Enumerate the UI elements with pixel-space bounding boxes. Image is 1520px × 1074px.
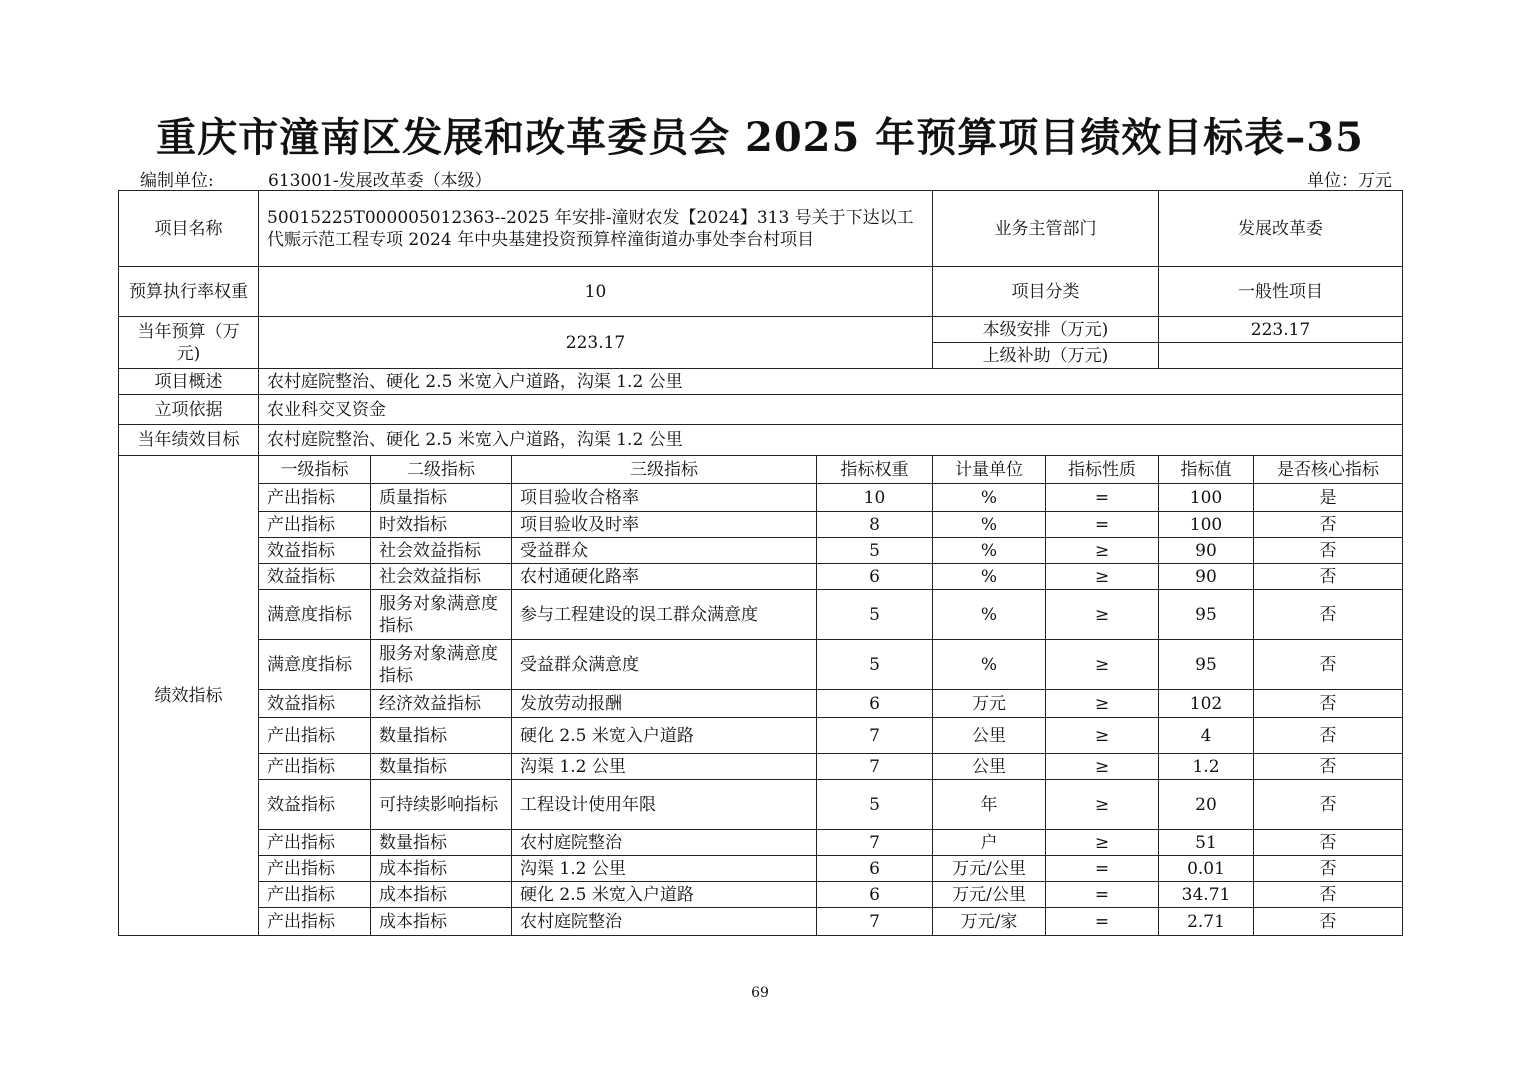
cell-level2: 成本指标: [371, 908, 512, 936]
cell-level2: 可持续影响指标: [371, 780, 512, 830]
cell-level3: 项目验收及时率: [512, 512, 817, 538]
cell-level3: 硬化 2.5 米宽入户道路: [512, 718, 817, 754]
cell-core: 否: [1254, 590, 1403, 640]
cell-level3: 发放劳动报酬: [512, 690, 817, 718]
cell-level2: 服务对象满意度指标: [371, 640, 512, 690]
cell-value: 0.01: [1159, 856, 1254, 882]
cell-nature: ≥: [1046, 830, 1159, 856]
cell-unit: %: [933, 538, 1046, 564]
cell-weight: 7: [817, 718, 933, 754]
cell-unit: 万元/家: [933, 908, 1046, 936]
overview-label: 项目概述: [119, 369, 259, 395]
cell-value: 102: [1159, 690, 1254, 718]
table-row: [119, 830, 1403, 856]
cell-unit: 万元/公里: [933, 856, 1046, 882]
cell-level3: 沟渠 1.2 公里: [512, 856, 817, 882]
cell-level2: 经济效益指标: [371, 690, 512, 718]
cell-core: 否: [1254, 908, 1403, 936]
cell-level1: 产出指标: [259, 484, 371, 512]
cell-level1: 产出指标: [259, 718, 371, 754]
basis-label: 立项依据: [119, 395, 259, 425]
indicators-section-label: 绩效指标: [119, 456, 259, 936]
cell-core: 否: [1254, 640, 1403, 690]
cell-level2: 质量指标: [371, 484, 512, 512]
cell-weight: 7: [817, 908, 933, 936]
cell-unit: 户: [933, 830, 1046, 856]
cell-level3: 农村庭院整治: [512, 908, 817, 936]
cell-value: 100: [1159, 484, 1254, 512]
performance-table: [118, 190, 1403, 936]
upper-value: [1159, 343, 1403, 369]
local-value: 223.17: [1159, 317, 1403, 343]
cell-unit: 万元: [933, 690, 1046, 718]
table-row: [119, 484, 1403, 512]
cell-core: 否: [1254, 538, 1403, 564]
category-label: 项目分类: [933, 267, 1159, 317]
dept-value: 发展改革委: [1159, 191, 1403, 267]
cell-nature: ≥: [1046, 718, 1159, 754]
cell-weight: 5: [817, 780, 933, 830]
cell-core: 是: [1254, 484, 1403, 512]
cell-core: 否: [1254, 564, 1403, 590]
cell-value: 20: [1159, 780, 1254, 830]
cell-unit: 公里: [933, 754, 1046, 780]
cell-level1: 产出指标: [259, 908, 371, 936]
cell-weight: 6: [817, 564, 933, 590]
table-row: [119, 754, 1403, 780]
cell-value: 1.2: [1159, 754, 1254, 780]
cell-level3: 项目验收合格率: [512, 484, 817, 512]
cell-nature: ≥: [1046, 690, 1159, 718]
cell-core: 否: [1254, 690, 1403, 718]
header-weight: 指标权重: [817, 456, 933, 484]
cell-weight: 5: [817, 640, 933, 690]
table-row: [119, 395, 1403, 425]
cell-value: 51: [1159, 830, 1254, 856]
cell-level2: 成本指标: [371, 882, 512, 908]
cell-level2: 成本指标: [371, 856, 512, 882]
cell-level2: 数量指标: [371, 754, 512, 780]
cell-weight: 10: [817, 484, 933, 512]
cell-weight: 8: [817, 512, 933, 538]
cell-unit: %: [933, 512, 1046, 538]
exec-weight-label: 预算执行率权重: [119, 267, 259, 317]
header-core: 是否核心指标: [1254, 456, 1403, 484]
cell-level2: 时效指标: [371, 512, 512, 538]
cell-core: 否: [1254, 754, 1403, 780]
cell-unit: %: [933, 484, 1046, 512]
cell-core: 否: [1254, 780, 1403, 830]
cell-level3: 参与工程建设的误工群众满意度: [512, 590, 817, 640]
cell-nature: ≥: [1046, 590, 1159, 640]
cell-unit: %: [933, 640, 1046, 690]
cell-unit: %: [933, 564, 1046, 590]
table-row: [119, 590, 1403, 640]
cell-level3: 受益群众满意度: [512, 640, 817, 690]
cell-level1: 满意度指标: [259, 590, 371, 640]
cell-level2: 社会效益指标: [371, 564, 512, 590]
dept-label: 业务主管部门: [933, 191, 1159, 267]
table-row: [119, 538, 1403, 564]
cell-weight: 7: [817, 754, 933, 780]
cell-level3: 农村庭院整治: [512, 830, 817, 856]
cell-core: 否: [1254, 512, 1403, 538]
cell-unit: 公里: [933, 718, 1046, 754]
table-row: [119, 425, 1403, 456]
project-name-label: 项目名称: [119, 191, 259, 267]
overview-value: 农村庭院整治、硬化 2.5 米宽入户道路，沟渠 1.2 公里: [259, 369, 1403, 395]
table-row: [119, 690, 1403, 718]
cell-level2: 服务对象满意度指标: [371, 590, 512, 640]
budget-value: 223.17: [259, 317, 933, 369]
table-row: [119, 564, 1403, 590]
cell-value: 100: [1159, 512, 1254, 538]
table-row: [119, 512, 1403, 538]
header-unit: 计量单位: [933, 456, 1046, 484]
project-name-value: 50015225T000005012363--2025 年安排-潼财农发【2024】313 号关于下达以工代赈示范工程专项 2024 年中央基建投资预算梓潼街道办事处李台村项目: [259, 191, 933, 267]
cell-level3: 沟渠 1.2 公里: [512, 754, 817, 780]
basis-value: 农业科交叉资金: [259, 395, 1403, 425]
table-row: [119, 718, 1403, 754]
cell-nature: ≥: [1046, 754, 1159, 780]
table-row: [119, 640, 1403, 690]
cell-nature: ≥: [1046, 564, 1159, 590]
cell-unit: %: [933, 590, 1046, 640]
cell-level1: 产出指标: [259, 882, 371, 908]
cell-core: 否: [1254, 830, 1403, 856]
cell-level1: 产出指标: [259, 856, 371, 882]
cell-level3: 工程设计使用年限: [512, 780, 817, 830]
cell-level1: 满意度指标: [259, 640, 371, 690]
cell-level1: 产出指标: [259, 830, 371, 856]
cell-level1: 效益指标: [259, 564, 371, 590]
cell-nature: ≥: [1046, 538, 1159, 564]
cell-weight: 5: [817, 590, 933, 640]
cell-weight: 6: [817, 856, 933, 882]
cell-weight: 6: [817, 882, 933, 908]
cell-nature: ≥: [1046, 640, 1159, 690]
cell-level1: 产出指标: [259, 754, 371, 780]
table-row: [119, 191, 1403, 267]
table-row: [119, 780, 1403, 830]
cell-unit: 万元/公里: [933, 882, 1046, 908]
cell-nature: =: [1046, 882, 1159, 908]
cell-value: 95: [1159, 640, 1254, 690]
table-row: [119, 908, 1403, 936]
cell-level3: 硬化 2.5 米宽入户道路: [512, 882, 817, 908]
cell-level3: 受益群众: [512, 538, 817, 564]
cell-nature: =: [1046, 512, 1159, 538]
header-nature: 指标性质: [1046, 456, 1159, 484]
cell-value: 90: [1159, 564, 1254, 590]
indicator-header-row: [119, 456, 1403, 484]
cell-value: 95: [1159, 590, 1254, 640]
cell-level2: 社会效益指标: [371, 538, 512, 564]
cell-unit: 年: [933, 780, 1046, 830]
cell-level1: 效益指标: [259, 780, 371, 830]
cell-nature: =: [1046, 856, 1159, 882]
cell-level2: 数量指标: [371, 718, 512, 754]
cell-level2: 数量指标: [371, 830, 512, 856]
table-row: [119, 856, 1403, 882]
cell-level3: 农村通硬化路率: [512, 564, 817, 590]
cell-level1: 效益指标: [259, 690, 371, 718]
cell-value: 34.71: [1159, 882, 1254, 908]
table-row: [119, 369, 1403, 395]
goal-label: 当年绩效目标: [119, 425, 259, 456]
header-value: 指标值: [1159, 456, 1254, 484]
exec-weight-value: 10: [259, 267, 933, 317]
cell-core: 否: [1254, 718, 1403, 754]
cell-weight: 7: [817, 830, 933, 856]
cell-nature: =: [1046, 484, 1159, 512]
cell-nature: =: [1046, 908, 1159, 936]
cell-weight: 5: [817, 538, 933, 564]
cell-level1: 效益指标: [259, 538, 371, 564]
cell-level1: 产出指标: [259, 512, 371, 538]
budget-label: 当年预算（万元): [119, 317, 259, 369]
cell-weight: 6: [817, 690, 933, 718]
cell-core: 否: [1254, 882, 1403, 908]
cell-value: 2.71: [1159, 908, 1254, 936]
goal-value: 农村庭院整治、硬化 2.5 米宽入户道路，沟渠 1.2 公里: [259, 425, 1403, 456]
currency-label: 单位：万元: [1307, 171, 1392, 191]
page-number: 69: [751, 985, 769, 1001]
cell-core: 否: [1254, 856, 1403, 882]
unit-label: 编制单位:: [140, 171, 214, 191]
table-row: [119, 267, 1403, 317]
table-row: [119, 882, 1403, 908]
header-level1: 一级指标: [259, 456, 371, 484]
page-title: 重庆市潼南区发展和改革委员会 2025 年预算项目绩效目标表–35: [156, 114, 1364, 161]
unit-value: 613001-发展改革委（本级）: [268, 171, 492, 191]
header-level3: 三级指标: [512, 456, 817, 484]
upper-label: 上级补助（万元): [933, 343, 1159, 369]
header-level2: 二级指标: [371, 456, 512, 484]
cell-value: 4: [1159, 718, 1254, 754]
category-value: 一般性项目: [1159, 267, 1403, 317]
cell-nature: ≥: [1046, 780, 1159, 830]
local-label: 本级安排（万元): [933, 317, 1159, 343]
cell-value: 90: [1159, 538, 1254, 564]
table-row: [119, 317, 1403, 343]
